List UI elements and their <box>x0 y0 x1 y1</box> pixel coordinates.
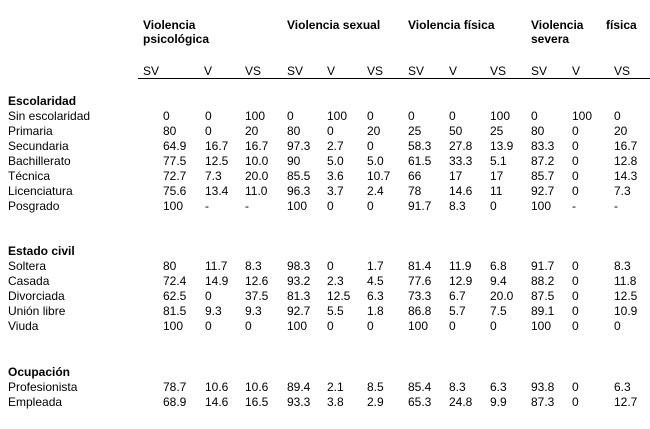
table-cell: 77.6 <box>408 274 432 288</box>
row-label: Casada <box>8 274 50 288</box>
table-cell: 1.8 <box>367 304 384 318</box>
table-cell: 100 <box>408 319 429 333</box>
table-cell: 81.5 <box>163 304 187 318</box>
table-cell: 12.5 <box>327 289 351 303</box>
subheader-sv-0: SV <box>143 64 160 78</box>
table-cell: 8.5 <box>367 380 384 394</box>
table-cell: - <box>614 199 618 213</box>
table-cell: 0 <box>490 319 497 333</box>
table-cell: 0 <box>367 109 374 123</box>
table-cell: 9.3 <box>205 304 222 318</box>
table-cell: 73.3 <box>408 289 432 303</box>
table-cell: 80 <box>163 259 177 273</box>
table-cell: 0 <box>367 319 374 333</box>
table-cell: 12.8 <box>614 154 638 168</box>
table-cell: 0 <box>205 124 212 138</box>
header-fisica: física <box>606 18 637 32</box>
table-cell: 78 <box>408 184 422 198</box>
table-cell: 1.7 <box>367 259 384 273</box>
table-cell: 20 <box>614 124 628 138</box>
table-cell: 0 <box>572 124 579 138</box>
table-cell: 10.9 <box>614 304 638 318</box>
table-cell: 6.3 <box>490 380 507 394</box>
subheader-v-1: V <box>204 64 213 78</box>
table-cell: 85.4 <box>408 380 432 394</box>
table-cell: 16.7 <box>614 139 638 153</box>
table-cell: 14.9 <box>205 274 229 288</box>
table-cell: 91.7 <box>408 199 432 213</box>
table-cell: 0 <box>614 109 621 123</box>
table-cell: 93.3 <box>287 395 311 409</box>
table-cell: 3.8 <box>327 395 344 409</box>
table-cell: 91.7 <box>531 259 555 273</box>
table-cell: 100 <box>287 319 308 333</box>
row-label: Posgrado <box>8 199 60 213</box>
table-cell: 0 <box>327 319 334 333</box>
table-cell: 4.5 <box>367 274 384 288</box>
table-cell: 5.5 <box>327 304 344 318</box>
table-cell: 87.5 <box>531 289 555 303</box>
table-cell: 0 <box>327 124 334 138</box>
table-cell: 25 <box>490 124 504 138</box>
table-cell: 0 <box>614 319 621 333</box>
header-violencia-fisica: Violencia física <box>408 18 495 32</box>
table-cell: 81.3 <box>287 289 311 303</box>
table-cell: 13.9 <box>490 139 514 153</box>
table-cell: 0 <box>572 184 579 198</box>
table-cell: 5.7 <box>449 304 466 318</box>
table-cell: 10.7 <box>367 169 391 183</box>
table-cell: 0 <box>287 109 294 123</box>
table-cell: 85.5 <box>287 169 311 183</box>
table-cell: 11 <box>490 184 503 198</box>
table-cell: 3.7 <box>327 184 344 198</box>
table-cell: 100 <box>163 319 184 333</box>
table-cell: 0 <box>163 109 170 123</box>
subheader-sv-9: SV <box>531 64 548 78</box>
header-violencia-sexual: Violencia sexual <box>287 18 381 32</box>
table-cell: 0 <box>572 395 579 409</box>
table-cell: 17 <box>449 169 463 183</box>
table-cell: 0 <box>449 319 456 333</box>
table-cell: 9.9 <box>490 395 507 409</box>
table-cell: 68.9 <box>163 395 187 409</box>
subheader-vs-8: VS <box>490 64 507 78</box>
table-cell: - <box>245 199 249 213</box>
table-cell: 100 <box>163 199 184 213</box>
table-cell: 92.7 <box>287 304 311 318</box>
table-cell: 85.7 <box>531 169 555 183</box>
table-cell: - <box>205 199 209 213</box>
table-cell: 12.5 <box>205 154 229 168</box>
table-cell: 0 <box>572 289 579 303</box>
row-label: Secundaria <box>8 139 69 153</box>
table-cell: 24.8 <box>449 395 473 409</box>
table-cell: 20.0 <box>490 289 514 303</box>
table-cell: 65.3 <box>408 395 432 409</box>
table-cell: 80 <box>287 124 301 138</box>
table-cell: 8.3 <box>245 259 262 273</box>
table-cell: 0 <box>367 199 374 213</box>
table-cell: 8.3 <box>449 199 466 213</box>
row-label: Unión libre <box>8 304 66 318</box>
table-cell: 2.7 <box>327 139 344 153</box>
table-cell: 0 <box>572 139 579 153</box>
table-cell: 7.3 <box>205 169 222 183</box>
table-cell: 90 <box>287 154 301 168</box>
table-cell: 2.4 <box>367 184 384 198</box>
table-cell: 58.3 <box>408 139 432 153</box>
table-cell: 0 <box>572 380 579 394</box>
table-cell: 10.0 <box>245 154 269 168</box>
subheader-v-7: V <box>449 64 458 78</box>
table-cell: 2.9 <box>367 395 384 409</box>
table-cell: 9.4 <box>490 274 507 288</box>
table-cell: 0 <box>572 259 579 273</box>
table-cell: 87.2 <box>531 154 555 168</box>
table-cell: 0 <box>245 319 252 333</box>
table-cell: 10.6 <box>245 380 269 394</box>
row-label: Soltera <box>8 259 47 273</box>
section-title: Estado civil <box>8 244 75 258</box>
table-cell: 0 <box>367 139 374 153</box>
table-cell: 11.7 <box>205 259 228 273</box>
table-cell: 100 <box>327 109 348 123</box>
table-cell: 0 <box>572 169 579 183</box>
table-cell: 6.7 <box>449 289 466 303</box>
table-cell: 3.6 <box>327 169 344 183</box>
table-cell: 0 <box>449 109 456 123</box>
table-cell: 12.6 <box>245 274 269 288</box>
header-violencia-psicologica: Violencia psicológica <box>143 18 210 46</box>
table-cell: 16.7 <box>205 139 229 153</box>
table-cell: 64.9 <box>163 139 187 153</box>
section-title: Ocupación <box>8 365 71 379</box>
row-label: Bachillerato <box>8 154 71 168</box>
table-cell: 96.3 <box>287 184 311 198</box>
table-cell: 77.5 <box>163 154 187 168</box>
table-cell: 86.8 <box>408 304 432 318</box>
table-cell: 80 <box>163 124 177 138</box>
row-label: Empleada <box>8 395 63 409</box>
table-cell: 0 <box>531 109 538 123</box>
row-label: Primaria <box>8 124 53 138</box>
table-cell: 14.3 <box>614 169 638 183</box>
row-label: Profesionista <box>8 380 78 394</box>
table-cell: 0 <box>572 274 579 288</box>
header-violencia-severa: Violencia severa <box>531 18 584 46</box>
table-cell: 25 <box>408 124 422 138</box>
subheader-v-4: V <box>327 64 336 78</box>
table-cell: 0 <box>327 259 334 273</box>
table-cell: 100 <box>287 199 308 213</box>
table-cell: 0 <box>205 109 212 123</box>
table-cell: 2.3 <box>327 274 344 288</box>
table-cell: 14.6 <box>205 395 229 409</box>
table-cell: 100 <box>572 109 593 123</box>
table-cell: 12.5 <box>614 289 638 303</box>
table-cell: 78.7 <box>163 380 187 394</box>
table-cell: 20 <box>245 124 259 138</box>
table-cell: 0 <box>205 319 212 333</box>
table-cell: 0 <box>572 319 579 333</box>
row-label: Viuda <box>8 319 39 333</box>
table-cell: 98.3 <box>287 259 311 273</box>
subheader-v-10: V <box>572 64 581 78</box>
table-cell: 6.3 <box>367 289 384 303</box>
table-cell: 8.3 <box>449 380 466 394</box>
table-cell: 11.9 <box>449 259 472 273</box>
section-title: Escolaridad <box>8 94 77 108</box>
row-label: Licenciatura <box>8 184 73 198</box>
table-cell: 88.2 <box>531 274 555 288</box>
subheader-sv-3: SV <box>287 64 304 78</box>
table-cell: 7.5 <box>490 304 507 318</box>
row-label: Divorciada <box>8 289 65 303</box>
row-label: Sin escolaridad <box>8 109 91 123</box>
table-cell: 12.9 <box>449 274 473 288</box>
table-cell: 5.1 <box>490 154 507 168</box>
table-cell: 2.1 <box>327 380 344 394</box>
table-cell: 87.3 <box>531 395 555 409</box>
table-cell: 5.0 <box>327 154 344 168</box>
table-cell: 0 <box>205 289 212 303</box>
table-cell: 80 <box>531 124 545 138</box>
subheader-sv-6: SV <box>408 64 425 78</box>
table-cell: 12.7 <box>614 395 638 409</box>
table-cell: 93.2 <box>287 274 311 288</box>
table-cell: - <box>572 199 576 213</box>
table-cell: 75.6 <box>163 184 187 198</box>
table-cell: 17 <box>490 169 504 183</box>
table-cell: 6.8 <box>490 259 507 273</box>
table-cell: 92.7 <box>531 184 555 198</box>
subheader-vs-5: VS <box>367 64 384 78</box>
table-cell: 100 <box>245 109 266 123</box>
subheader-vs-2: VS <box>245 64 262 78</box>
table-cell: 14.6 <box>449 184 473 198</box>
table-cell: 9.3 <box>245 304 262 318</box>
table-cell: 5.0 <box>367 154 384 168</box>
table-cell: 50 <box>449 124 463 138</box>
table-cell: 83.3 <box>531 139 555 153</box>
table-cell: 0 <box>572 154 579 168</box>
header-rule <box>138 78 650 79</box>
table-cell: 89.4 <box>287 380 311 394</box>
table-cell: 0 <box>327 199 334 213</box>
table-cell: 72.4 <box>163 274 187 288</box>
table-cell: 11.8 <box>614 274 637 288</box>
table-cell: 100 <box>531 199 552 213</box>
table-cell: 8.3 <box>614 259 631 273</box>
table-cell: 66 <box>408 169 422 183</box>
table-cell: 100 <box>490 109 511 123</box>
table-cell: 11.0 <box>245 184 268 198</box>
table-cell: 10.6 <box>205 380 229 394</box>
table-cell: 100 <box>531 319 552 333</box>
table-cell: 20.0 <box>245 169 269 183</box>
table-cell: 33.3 <box>449 154 473 168</box>
table-cell: 7.3 <box>614 184 631 198</box>
table-cell: 16.7 <box>245 139 269 153</box>
table-cell: 93.8 <box>531 380 555 394</box>
table-cell: 72.7 <box>163 169 187 183</box>
table-cell: 20 <box>367 124 381 138</box>
table-cell: 81.4 <box>408 259 432 273</box>
table-cell: 61.5 <box>408 154 432 168</box>
table-cell: 13.4 <box>205 184 229 198</box>
table-cell: 0 <box>572 304 579 318</box>
subheader-vs-11: VS <box>614 64 631 78</box>
table-cell: 89.1 <box>531 304 555 318</box>
table-cell: 97.3 <box>287 139 311 153</box>
table-cell: 37.5 <box>245 289 269 303</box>
table-cell: 0 <box>490 199 497 213</box>
table-cell: 0 <box>408 109 415 123</box>
table-cell: 6.3 <box>614 380 631 394</box>
row-label: Técnica <box>8 169 51 183</box>
table-cell: 27.8 <box>449 139 473 153</box>
table-cell: 62.5 <box>163 289 187 303</box>
table-cell: 16.5 <box>245 395 269 409</box>
